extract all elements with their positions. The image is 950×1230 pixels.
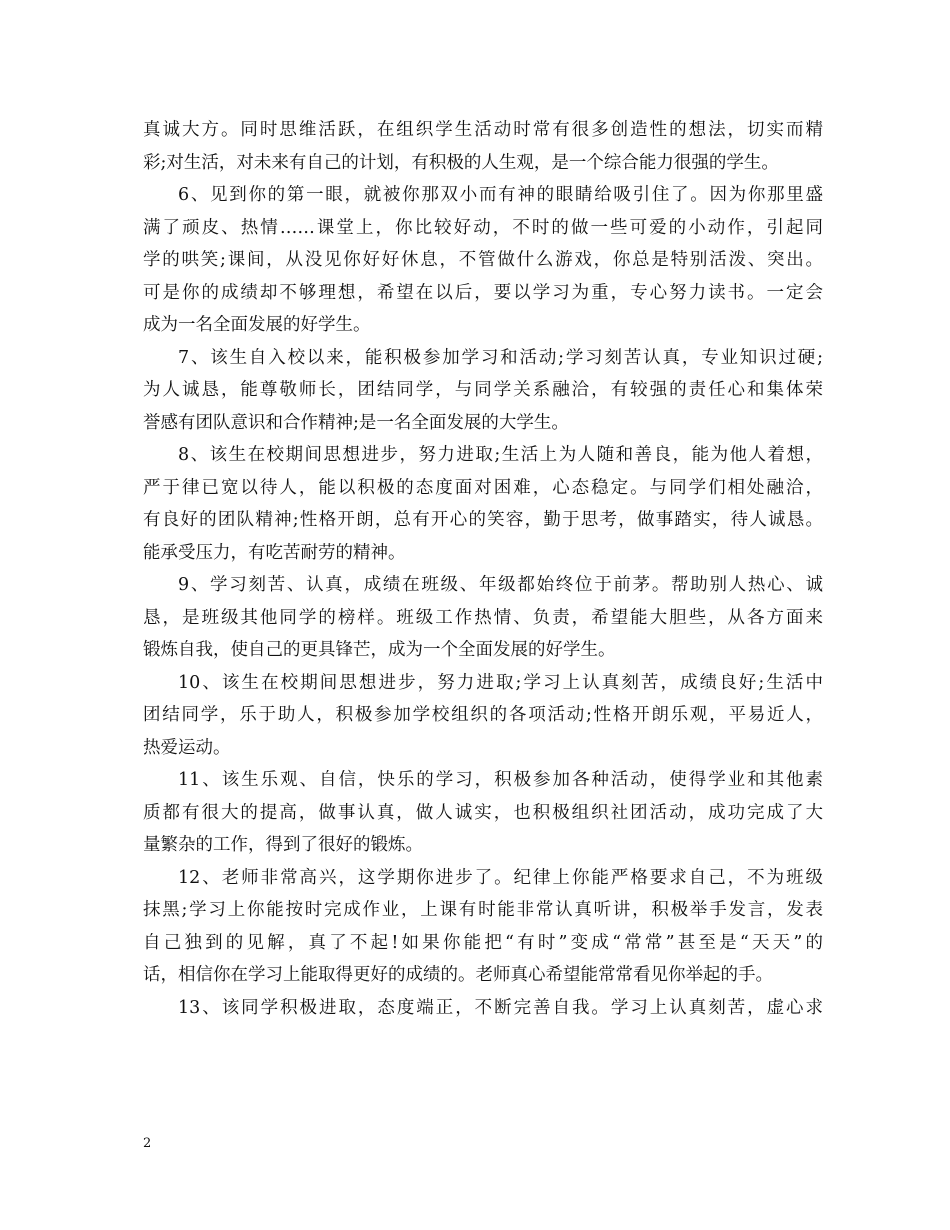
paragraph	[143, 114, 823, 179]
text-line: 9、学习刻苦、认真，成绩在班级、年级都始终位于前茅。帮助别人热心、诚	[178, 575, 823, 595]
text-line: 抹黑;学习上你能按时完成作业，上课有时能非常认真听讲，积极举手发言，发表	[143, 900, 823, 920]
text-line: 热爱运动。	[143, 737, 231, 758]
text-line: 锻炼自我，使自己的更具锋芒，成为一个全面发展的好学生。	[143, 640, 616, 660]
text-line: 严于律已宽以待人，能以积极的态度面对困难，心态稳定。与同学们相处融洽，	[143, 477, 823, 498]
text-line: 能承受压力，有吃苦耐劳的精神。	[143, 542, 406, 563]
text-line: 为人诚恳，能尊敬师长，团结同学，与同学关系融洽，有较强的责任心和集体荣	[143, 380, 823, 400]
text-line: 彩;对生活，对未来有自己的计划，有积极的人生观，是一个综合能力很强的学生。	[143, 152, 779, 173]
paragraph	[143, 342, 823, 440]
document-body	[143, 114, 823, 1024]
paragraph	[143, 179, 823, 342]
text-line: 学的哄笑;课间，从没见你好好休息，不管做什么游戏，你总是特别活泼、突出。	[143, 250, 823, 270]
text-line: 13、该同学积极进取，态度端正，不断完善自我。学习上认真刻苦，虚心求	[178, 997, 823, 1018]
text-line: 7、该生自入校以来，能积极参加学习和活动;学习刻苦认真，专业知识过硬;	[178, 347, 823, 368]
text-line: 满了顽皮、热情……课堂上，你比较好动，不时的做一些可爱的小动作，引起同	[143, 217, 823, 238]
text-line: 6、见到你的第一眼，就被你那双小而有神的眼睛给吸引住了。因为你那里盛	[178, 185, 823, 205]
page-number: 2	[143, 1136, 152, 1151]
text-line: 恳，是班级其他同学的榜样。班级工作热情、负责，希望能大胆些，从各方面来	[143, 607, 823, 628]
text-line: 11、该生乐观、自信，快乐的学习，积极参加各种活动，使得学业和其他素	[178, 770, 823, 790]
text-line: 可是你的成绩却不够理想，希望在以后，要以学习为重，专心努力读书。一定会	[143, 282, 823, 303]
text-line: 团结同学，乐于助人，积极参加学校组织的各项活动;性格开朗乐观，平易近人，	[143, 705, 823, 725]
text-line: 自己独到的见解，真了不起!如果你能把“有时”变成“常常”甚至是“天天”的	[143, 932, 823, 953]
paragraph	[143, 569, 823, 667]
paragraph	[143, 764, 823, 862]
text-line: 质都有很大的提高，做事认真，做人诚实，也积极组织社团活动，成功完成了大	[143, 802, 823, 823]
paragraph	[143, 862, 823, 992]
text-line: 真诚大方。同时思维活跃，在组织学生活动时常有很多创造性的想法，切实而精	[143, 120, 823, 140]
text-line: 量繁杂的工作，得到了很好的锻炼。	[143, 835, 423, 855]
text-line: 誉感有团队意识和合作精神;是一名全面发展的大学生。	[143, 412, 569, 433]
text-line: 12、老师非常高兴，这学期你进步了。纪律上你能严格要求自己，不为班级	[178, 867, 823, 888]
text-line: 8、该生在校期间思想进步，努力进取;生活上为人随和善良，能为他人着想，	[178, 445, 823, 465]
text-line: 有良好的团队精神;性格开朗，总有开心的笑容，勤于思考，做事踏实，待人诚恳。	[143, 510, 823, 530]
paragraph	[143, 667, 823, 765]
text-line: 话，相信你在学习上能取得更好的成绩的。老师真心希望能常常看见你举起的手。	[143, 965, 773, 985]
text-line: 成为一名全面发展的好学生。	[143, 315, 371, 335]
text-line: 10、该生在校期间思想进步，努力进取;学习上认真刻苦，成绩良好;生活中	[178, 672, 823, 693]
paragraph	[143, 439, 823, 569]
paragraph	[143, 992, 823, 1025]
